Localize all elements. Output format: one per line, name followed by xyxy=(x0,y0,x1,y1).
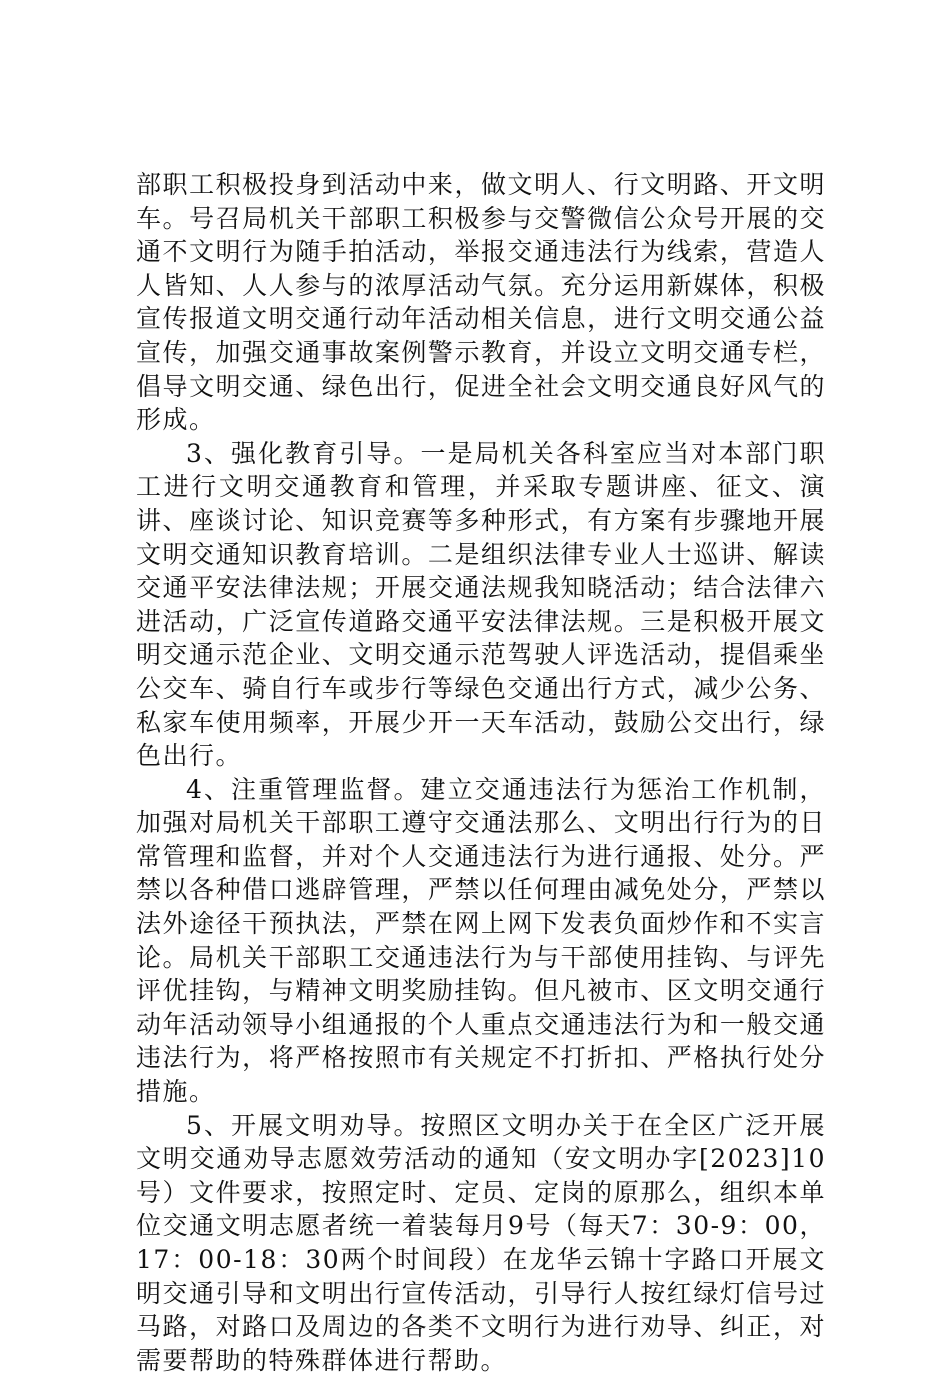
paragraph-continued: 部职工积极投身到活动中来，做文明人、行文明路、开文明车。号召局机关干部职工积极参与交警微信公众号开展的交通不文明行为随手拍活动，举报交通违法行为线索，营造人人皆知、人人参与的浓厚活动气氛。充分运用新媒体，积极宣传报道文明交通行动年活动相关信息，进行文明交通公益宣传，加强交通事故案例警示教育，并设立文明交通专栏，倡导文明交通、绿色出行，促进全社会文明交通良好风气的形成。 xyxy=(136,170,826,435)
document-body xyxy=(136,168,826,1377)
paragraph-education-guidance: 3、强化教育引导。一是局机关各科室应当对本部门职工进行文明交通教育和管理，并采取专题讲座、征文、演讲、座谈讨论、知识竞赛等多种形式，有方案有步骤地开展文明交通知识教育培训。二是组织法律专业人士巡讲、解读交通平安法律法规；开展交通法规我知晓活动；结合法律六进活动，广泛宣传道路交通平安法律法规。三是积极开展文明交通示范企业、文明交通示范驾驶人评选活动，提倡乘坐公交车、骑自行车或步行等绿色交通出行方式，减少公务、私家车使用频率，开展少开一天车活动，鼓励公交出行，绿色出行。 xyxy=(136,438,826,771)
paragraph-civilized-persuasion: 5、开展文明劝导。按照区文明办关于在全区广泛开展文明交通劝导志愿效劳活动的通知（安文明办字[2023]10号）文件要求，按照定时、定员、定岗的原那么，组织本单位交通文明志愿者统一着装每月9号（每天7：30-9：00，17：00-18：30两个时间段）在龙华云锦十字路口开展文明交通引导和文明出行宣传活动，引导行人按红绿灯信号过马路，对路口及周边的各类不文明行为进行劝导、纠正，对需要帮助的特殊群体进行帮助。 xyxy=(136,1110,826,1375)
paragraph-management-supervision: 4、注重管理监督。建立交通违法行为惩治工作机制，加强对局机关干部职工遵守交通法那么、文明出行行为的日常管理和监督，并对个人交通违法行为进行通报、处分。严禁以各种借口逃辟管理，严禁以任何理由减免处分，严禁以法外途径干预执法，严禁在网上网下发表负面炒作和不实言论。局机关干部职工交通违法行为与干部使用挂钩、与评先评优挂钩，与精神文明奖励挂钩。但凡被市、区文明交通行动年活动领导小组通报的个人重点交通违法行为和一般交通违法行为，将严格按照市有关规定不打折扣、严格执行处分措施。 xyxy=(136,774,826,1107)
